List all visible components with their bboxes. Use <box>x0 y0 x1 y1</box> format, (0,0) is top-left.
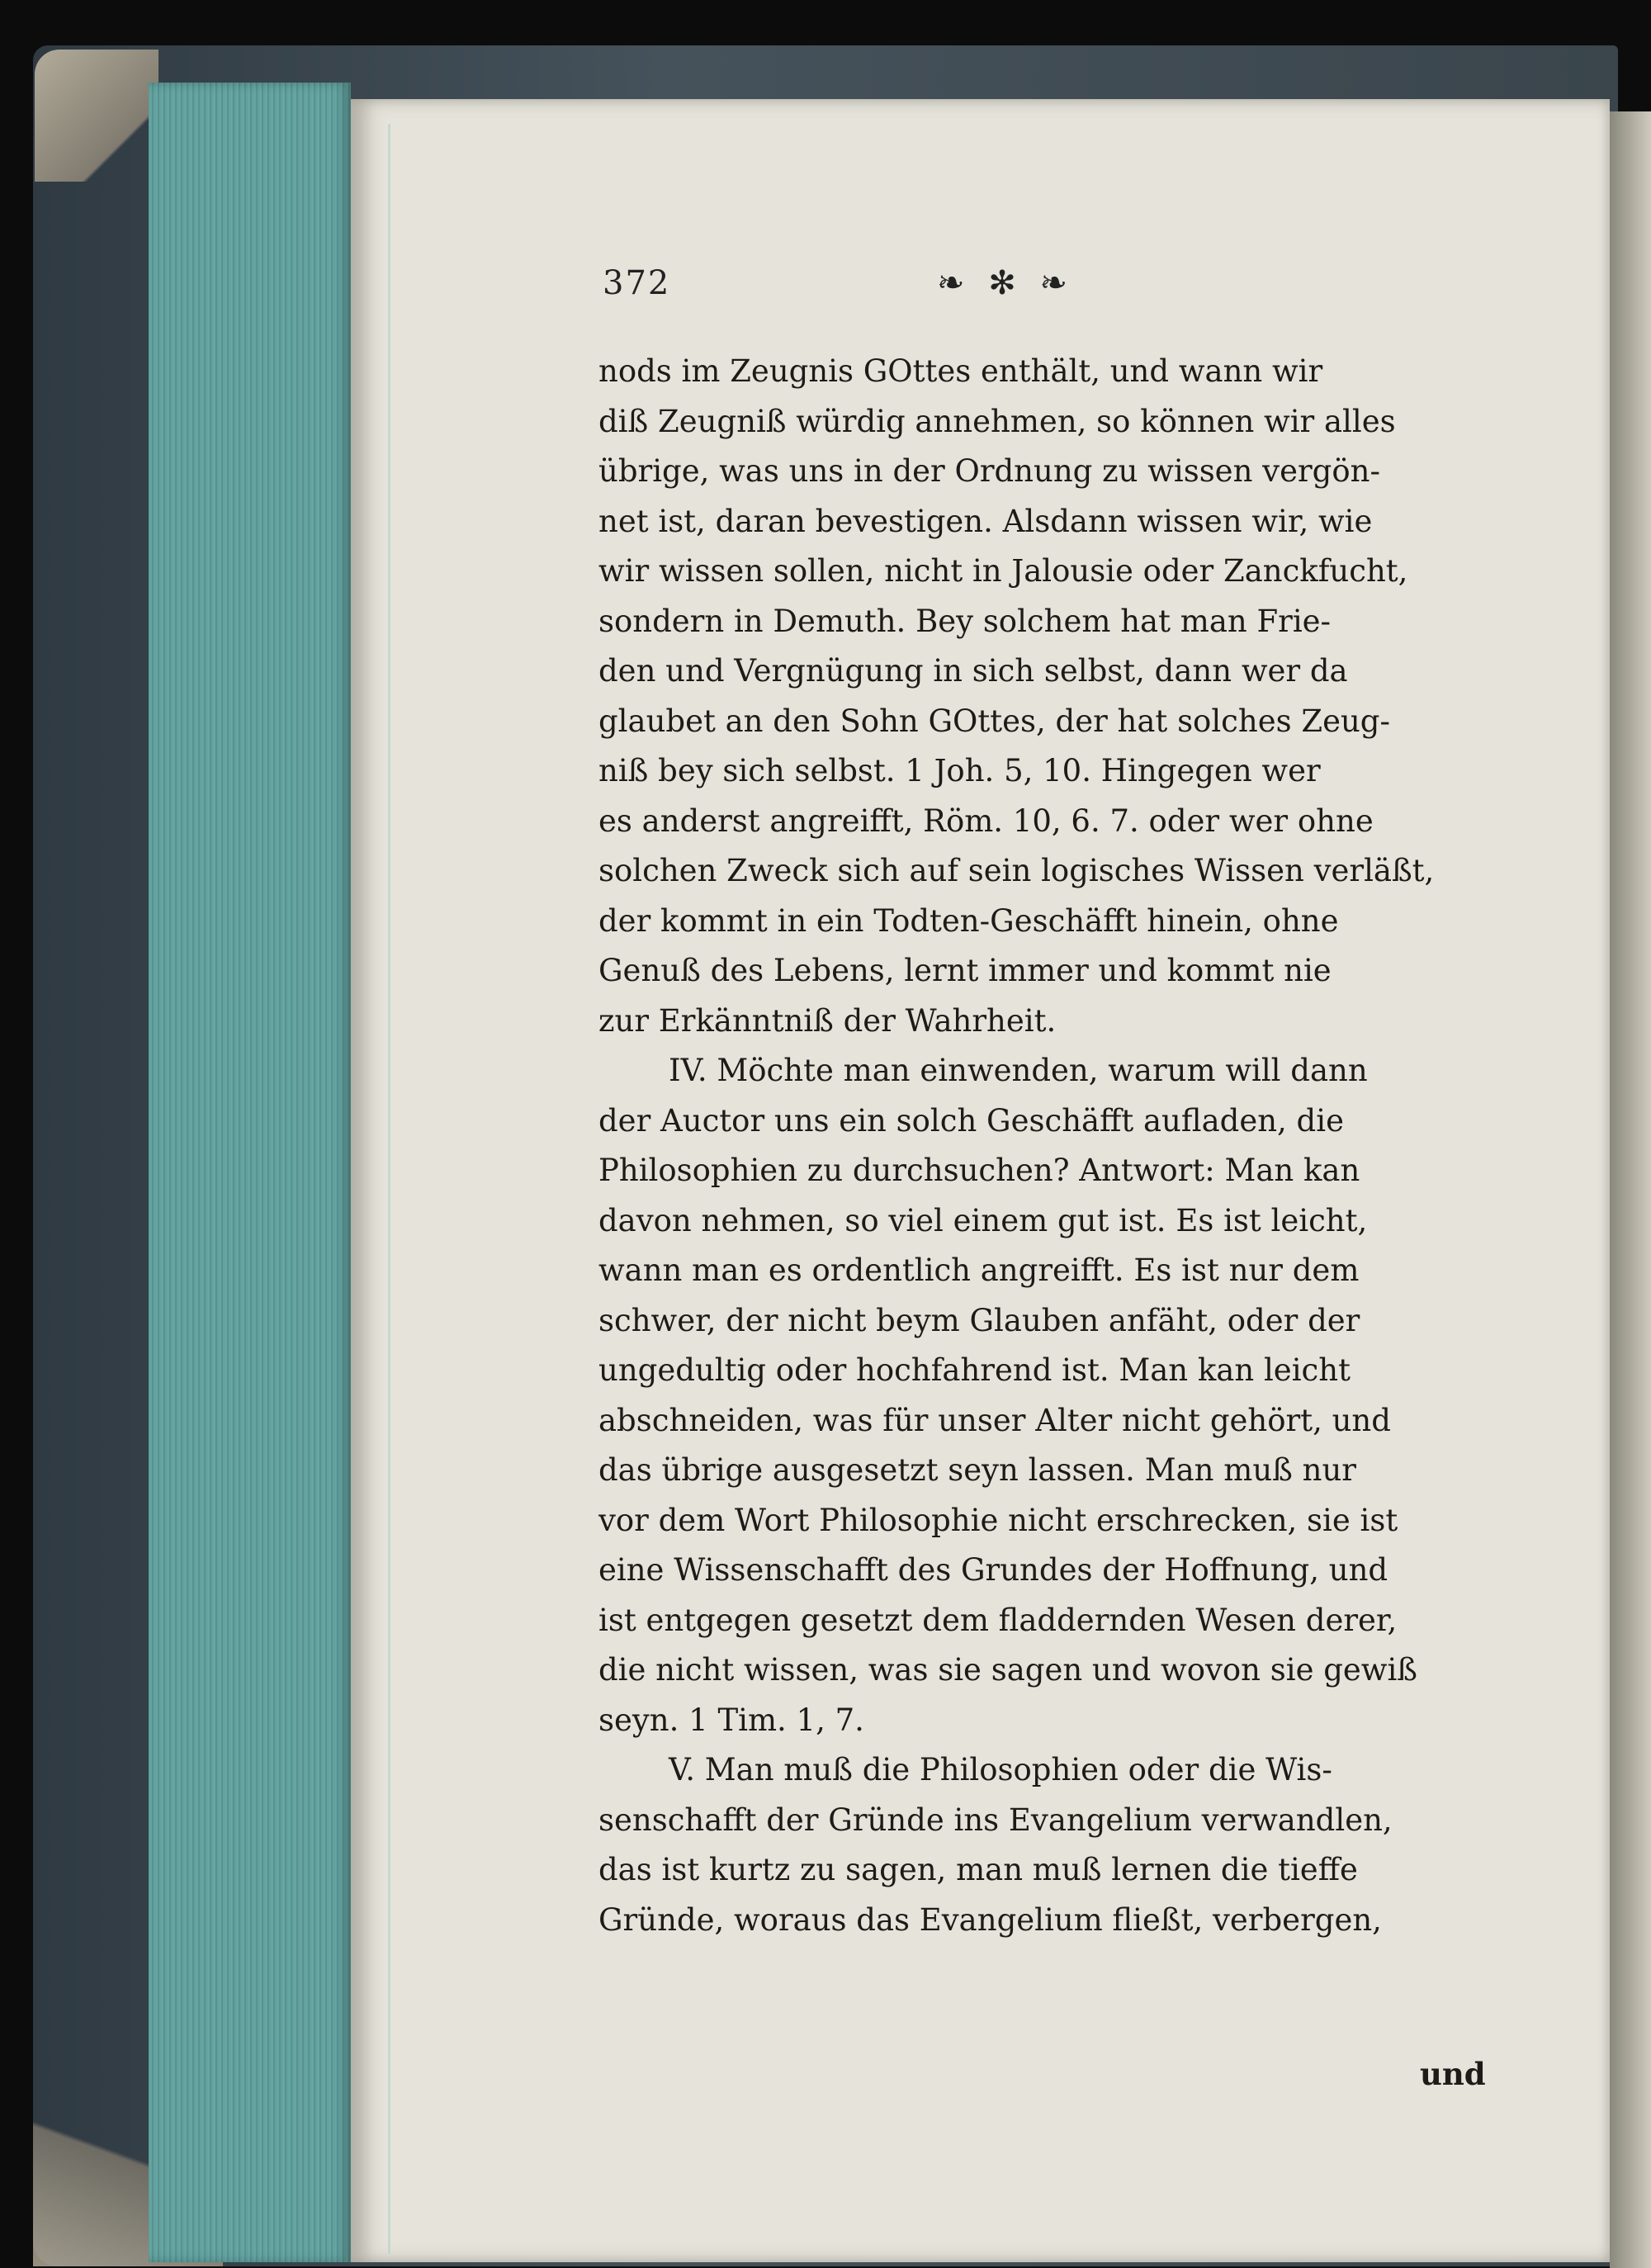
running-header <box>603 264 1560 314</box>
text-line: der Auctor uns ein solch Geschäfft aufladen, die <box>598 1102 1344 1139</box>
text-line: solchen Zweck sich auf sein logisches Wissen verläßt, <box>598 853 1435 888</box>
text-line: Genuß des Lebens, lernt immer und kommt nie <box>598 953 1332 988</box>
text-line: das übrige ausgesetzt seyn lassen. Man muß nur <box>598 1452 1356 1488</box>
text-line: abschneiden, was für unser Alter nicht gehört, und <box>598 1402 1391 1438</box>
text-line: ungedultig oder hochfahrend ist. Man kan leicht <box>598 1352 1351 1388</box>
text-line: nods im Zeugnis GOttes enthält, und wann wir <box>598 353 1323 389</box>
text-line: net ist, daran bevestigen. Alsdann wissen wir, wie <box>598 503 1373 539</box>
text-line: diß Zeugniß würdig annehmen, so können wir alles <box>598 403 1396 439</box>
text-line: wir wissen sollen, nicht in Jalousie oder Zanckfucht, <box>598 553 1408 589</box>
text-line: niß bey sich selbst. 1 Joh. 5, 10. Hingegen wer <box>598 753 1321 788</box>
text-line: schwer, der nicht beym Glauben anfäht, oder der <box>598 1302 1360 1338</box>
paragraph-start-line: V. Man muß die Philosophien oder die Wis- <box>669 1752 1332 1787</box>
text-line: davon nehmen, so viel einem gut ist. Es ist leicht, <box>598 1202 1368 1238</box>
text-line: übrige, was uns in der Ordnung zu wissen vergön- <box>598 453 1380 489</box>
worn-cover-corner <box>35 50 158 182</box>
page-number: 372 <box>603 264 671 302</box>
paragraph-start-line: IV. Möchte man einwenden, warum will dann <box>669 1053 1368 1088</box>
text-line: der kommt in ein Todten-Geschäfft hinein, ohne <box>598 902 1339 939</box>
text-line: den und Vergnügung in sich selbst, dann wer da <box>598 653 1348 689</box>
text-line: senschafft der Gründe ins Evangelium verwandlen, <box>598 1802 1393 1838</box>
text-line: vor dem Wort Philosophie nicht erschrecken, sie ist <box>598 1502 1398 1538</box>
text-line: eine Wissenschafft des Grundes der Hoffnung, und <box>598 1552 1388 1588</box>
text-line: glaubet an den Sohn GOttes, der hat solches Zeug- <box>598 703 1390 739</box>
gutter-shadow <box>388 124 390 2254</box>
text-line: es anderst angreifft, Röm. 10, 6. 7. oder wer ohne <box>598 803 1374 839</box>
text-line: die nicht wissen, was sie sagen und wovon sie gewiß <box>598 1652 1418 1688</box>
text-line: Gründe, woraus das Evangelium fließt, verbergen, <box>598 1901 1382 1938</box>
text-line: sondern in Demuth. Bey solchem hat man Frie- <box>598 603 1332 639</box>
text-line: das ist kurtz zu sagen, man muß lernen die tieffe <box>598 1852 1358 1887</box>
text-line: zur Erkänntniß der Wahrheit. <box>598 1002 1057 1039</box>
header-ornament: ❧ ✻ ❧ <box>937 264 1074 302</box>
text-line: seyn. 1 Tim. 1, 7. <box>598 1702 864 1738</box>
text-line: Philosophien zu durchsuchen? Antwort: Man kan <box>598 1153 1360 1188</box>
text-line: wann man es ordentlich angreifft. Es ist nur dem <box>598 1252 1360 1288</box>
page-edges <box>149 83 351 2262</box>
text-line: ist entgegen gesetzt dem fladdernden Wesen derer, <box>598 1602 1398 1638</box>
catchword: und <box>1420 2056 1486 2092</box>
body-text <box>598 347 1552 1945</box>
facing-page-edge <box>1610 111 1651 2268</box>
